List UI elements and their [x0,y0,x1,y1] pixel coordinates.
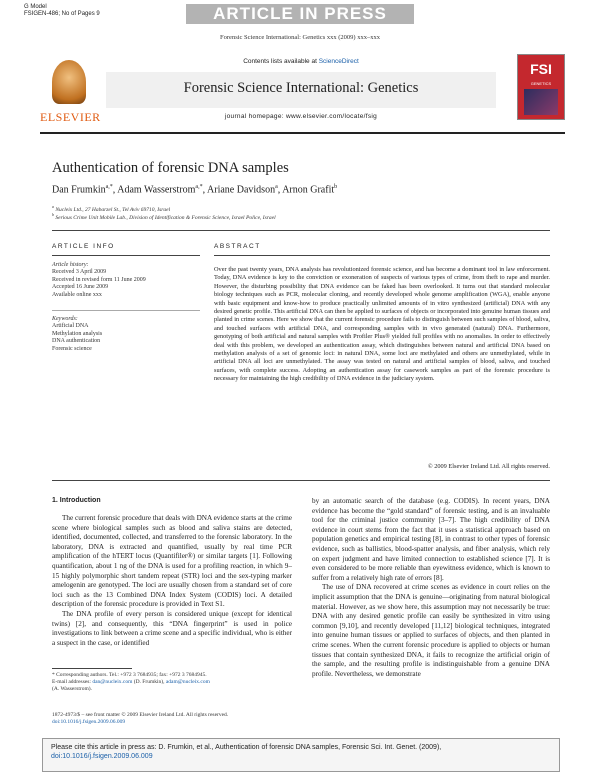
divider [52,230,550,231]
journal-title: Forensic Science International: Genetics [183,80,419,96]
keywords-label: Keywords: [52,316,78,322]
history-label: Article history: [52,262,89,268]
keywords [52,316,102,353]
elsevier-logo [40,58,101,124]
citation-box [42,738,560,772]
issn-block: 1872-4973/$ – see front matter © 2009 Elsevier Ireland Ltd. All rights reserved. doi:10.1016/j.fsigen.2009.06.009 [52,712,292,726]
divider [52,480,550,481]
history-item: Accepted 16 June 2009 [52,284,109,291]
abstract-label: ABSTRACT [214,243,261,250]
keyword: DNA authentication [52,338,101,345]
keyword: Methylation analysis [52,330,103,337]
author-name[interactable]: Ariane Davidson [207,184,276,196]
pages-label: FSIGEN-486; No of Pages 9 [24,11,100,17]
contents-line: Contents lists available at ScienceDirect [243,58,359,65]
email-link[interactable]: dan@nucleix.com [92,679,133,685]
author-list: Dan Frumkin$^{a,*}$, Adam Wasserstrom$^{a,*}$, Ariane Davidson$^a$, Arnon Grafit$^b$ [52,184,338,196]
divider [52,255,200,256]
doi-link[interactable]: doi:10.1016/j.fsigen.2009.06.009 [52,719,126,725]
history-item: Received in revised form 11 June 2009 [52,276,146,283]
history-item: Received 3 April 2009 [52,269,107,276]
journal-cover-image [517,54,565,120]
divider [214,255,550,256]
paragraph: The DNA profile of every person is considered unique (except for identical twins) [2], and consequently, this “DNA fingerprint” is used in police investigations to link between a crime scene and a specific individual, who is either a suspect in the case, or identified [52,609,292,647]
keyword: Artificial DNA [52,323,89,330]
left-column [52,514,292,648]
affiliation: $^b$ Serious Crime Unit Mobile Lab., Division of Identification & Forensic Science, Israel Police, Israel [52,212,276,221]
email-link[interactable]: adam@nucleix.com [165,679,210,685]
history-item: Available online xxx [52,291,102,298]
footnote: * Corresponding authors. Tel.: +972 3 7684935; fax: +972 3 7684945. E-mail addresses: dan@nucleix.com (D. Frumkin), adam@nucleix.com (A. Wasserstrom). [52,672,210,692]
citation-doi-link[interactable]: doi:10.1016/j.fsigen.2009.06.009 [51,753,153,760]
journal-homepage: journal homepage: www.elsevier.com/locate/fsig [224,113,378,120]
section-heading: 1. Introduction [52,497,101,504]
elsevier-tree-icon [52,60,86,104]
footnote-divider [52,668,132,669]
cover-artwork [524,89,558,115]
model-label: G Model [24,4,47,10]
abstract-text: Over the past twenty years, DNA analysis has revolutionized forensic science, and has become a dominant tool in law enforcement. Today, DNA evidence is key to the conviction or exoneration of suspects of various types of crime, from theft to rape and murder. However, the disturbing possibility that DNA evidence can be faked has been overlooked. It turns out that standard molecular biology techniques such as PCR, molecular cloning, and recently developed whole genome amplification (WGA), enable anyone with basic equipment and know-how to produce practically unlimited amounts of in vitro synthesized (artificial) DNA with any desired genetic profile. This artificial DNA can then be applied to surfaces of objects or incorporated into genuine human tissues and planted in crime scenes. Here we show that the current forensic procedure fails to distinguish between such samples of blood, saliva, and touched surfaces with artificial DNA, and corresponding samples with in vivo generated (natural) DNA. Furthermore, genotyping of both artificial and natural samples with Profiler Plus® yielded full profiles with no anomalies. In order to effectively deal with this problem, we developed an authentication assay, which distinguishes between natural and artificial DNA based on methylation analysis of a set of genomic loci: in natural DNA, some loci are methylated and others are unmethylated, while in artificial DNA all loci are unmethylated. The assay was tested on natural and artificial samples of blood, saliva, and touched surfaces, with complete success. Adopting an authentication assay for casework samples as part of the forensic procedure is necessary for maintaining the high credibility of DNA evidence in the judiciary system. [214,266,550,383]
paragraph: The current forensic procedure that deals with DNA evidence starts at the crime scene where biological samples such as blood and saliva stains are detected, identified, documented, collected, and transferred to the forensic laboratory. In the laboratory, DNA is extracted and quantified, usually by real time PCR amplification of the hTERT locus (Quantifiler®) or similar targets [1]. Following quantification, about 1 ng of the DNA is used for a profiling reaction, in which 9–15 highly polymorphic short tandem repeat (STR) loci and the sex-typing marker amelogenin are genotyped. The loci are usually chosen from a standard set of core loci such as the 13 Combined DNA Index System (CODIS) loci. A detailed description of the forensic procedure is provided in Text S1. [52,514,292,609]
cover-title: FSI [530,61,552,77]
homepage-link[interactable]: www.elsevier.com/locate/fsig [285,113,378,120]
affiliation: $^a$ Nucleix Ltd., 27 Habarzel St., Tel Aviv 69710, Israel [52,204,171,213]
sciencedirect-link[interactable]: ScienceDirect [318,58,359,65]
paragraph: The use of DNA recovered at crime scenes as evidence in court relies on the implicit assumption that the DNA is genuine—originating from natural biological material. However, as we show here, this assumption may not necessarily be true: DNA with any desired genetic profile can easily be synthesized in vitro using common [9,10], and recently developed [11,12] biological techniques, integrated into genuine human tissues or applied to surfaces of objects, and then planted in crime scenes. When the current forensic procedure is applied to objects or human tissues that contain synthesized DNA, it fails to recognize the artificial origin of the sample, and the resulting profile is indistinguishable from a genuine DNA profile. Nevertheless, we demonstrate [312,583,550,678]
author-name[interactable]: Adam Wasserstrom [117,184,196,196]
manuscript-id [24,4,100,18]
journal-header [40,50,565,130]
article-info-label: ARTICLE INFO [52,243,115,250]
author-name[interactable]: Dan Frumkin [52,184,106,196]
journal-citation: Forensic Science International: Genetics xxx (2009) xxx–xxx [220,34,380,41]
copyright: © 2009 Elsevier Ireland Ltd. All rights reserved. [427,463,550,470]
article-history [52,262,146,299]
citation-text: Please cite this article in press as: D. Frumkin, et al., Authentication of forensic DNA samples, Forensic Sci. Int. Genet. (2009), [51,744,442,751]
right-column-text [312,497,550,679]
author-name[interactable]: Arnon Grafit [282,184,335,196]
elsevier-wordmark: ELSEVIER [40,110,101,124]
paragraph: by an automatic search of the database (e.g. CODIS). In recent years, DNA evidence has become the “gold standard” of forensic testing, and is an invaluable tool for the criminal justice community [3–7]. The high credibility of DNA evidence in court stems from the fact that it uses a statistical approach based on population genetics and empirical testing [8], in contrast to other types of forensic evidence, such as ballistics, blood-spatter analysis, and fiber analysis, which rely on expert judgment and have limited connection to established science [7]. It is even considered to be more reliable than eyewitness evidence, which is known to suffer from a relatively high rate of errors [8]. [312,497,550,582]
article-title: Authentication of forensic DNA samples [52,160,289,176]
header-divider [40,132,565,134]
cover-subtitle: GENETICS [530,81,552,86]
keyword: Forensic science [52,345,92,352]
divider [52,310,200,311]
article-in-press-banner: ARTICLE IN PRESS [186,4,414,24]
